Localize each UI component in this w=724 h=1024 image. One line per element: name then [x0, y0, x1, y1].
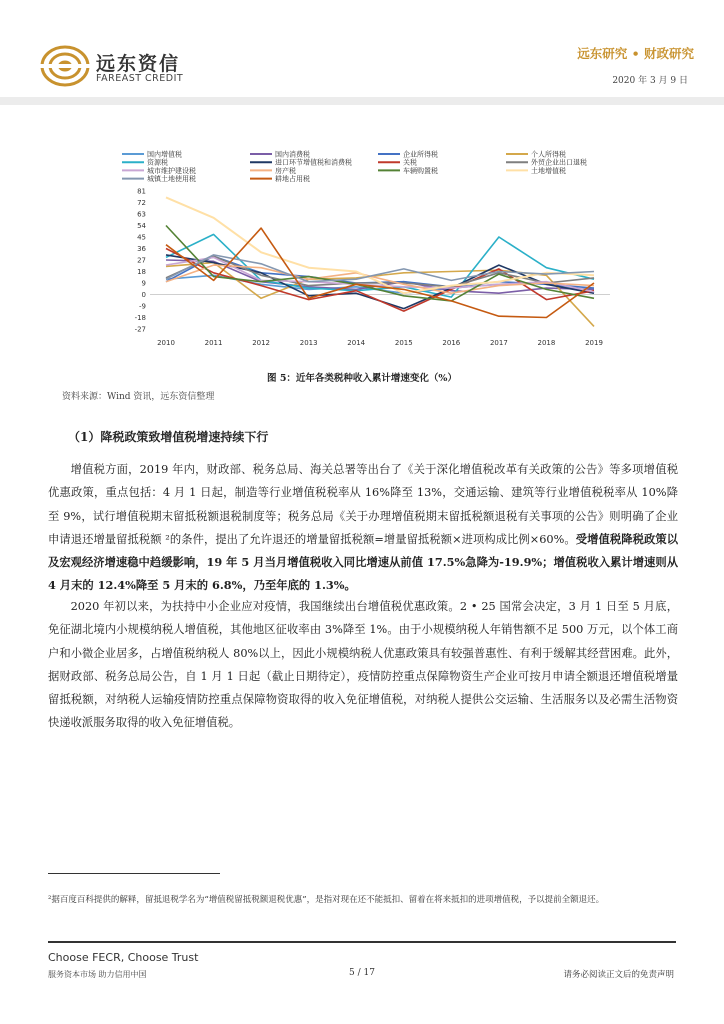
footnote-divider [48, 873, 220, 874]
x-tick-label: 2017 [489, 339, 508, 347]
report-date: 2020 年 3 月 9 日 [612, 76, 688, 86]
page-header [0, 0, 724, 106]
section-title: （1）降税政策致增值税增速持续下行 [68, 430, 269, 444]
legend-label: 资源税 [147, 158, 168, 167]
y-tick-label: 54 [137, 222, 146, 230]
legend-label: 城镇土地使用税 [147, 175, 196, 184]
footer-divider [48, 941, 676, 943]
legend-label: 国内消费税 [275, 150, 310, 159]
legend-label: 房产税 [275, 166, 296, 175]
chart-source: 资料来源：Wind 资讯，远东资信整理 [62, 392, 215, 402]
chart-svg [110, 145, 620, 355]
x-tick-label: 2019 [585, 339, 603, 347]
legend-label: 关税 [403, 158, 417, 167]
legend-label: 企业所得税 [403, 150, 438, 159]
paragraph-vat-impact-text: 受增值税降税政策以及宏观经济增速稳中趋缓影响，19 年 5 月当月增值税收入同比增速从前值 17.5%急降为-19.9%；增值税收入累计增速则从 4 月末的 12.4%降至 5 月末的 6.8%，乃至年底的 1.3%。 [48, 531, 678, 593]
legend-label: 国内增值税 [147, 150, 182, 159]
report-series: 远东研究 • 财政研究 [577, 46, 694, 61]
x-tick-label: 2014 [347, 339, 366, 347]
y-tick-label: 18 [137, 268, 146, 276]
brand-name-cn: 远东资信 [96, 53, 181, 75]
y-tick-label: 9 [141, 279, 146, 288]
y-tick-label: 27 [137, 256, 146, 265]
legend-label: 车辆购置税 [403, 166, 438, 175]
legend-label: 耕地占用税 [275, 175, 310, 184]
legend-label: 进口环节增值税和消费税 [275, 158, 352, 167]
chart-caption: 图 5：近年各类税种收入累计增速变化（%） [267, 373, 457, 384]
footer-tagline: Choose FECR, Choose Trust [48, 951, 199, 964]
y-tick-label: -18 [134, 314, 146, 322]
y-tick-label: 45 [137, 233, 146, 242]
y-tick-label: 0 [141, 291, 146, 299]
legend-label: 个人所得税 [531, 150, 566, 159]
legend-label: 土地增值税 [531, 166, 566, 175]
footer-disclaimer: 请务必阅读正文后的免责声明 [563, 970, 674, 980]
legend-label: 城市维护建设税 [147, 166, 196, 175]
y-tick-label: -27 [134, 325, 146, 334]
x-tick-label: 2012 [252, 339, 271, 347]
y-tick-label: 72 [137, 199, 146, 207]
y-tick-label: 63 [137, 210, 146, 219]
paragraph-2020-policy [48, 595, 678, 735]
x-tick-label: 2016 [442, 339, 461, 347]
x-tick-label: 2015 [394, 339, 413, 347]
footnote: ²据百度百科提供的解释，留抵退税学名为“增值税留抵税额退税优惠”，是指对现在还不能抵扣、留着在将来抵扣的进项增值税，予以提前全额退还。 [48, 895, 605, 905]
x-tick-label: 2013 [299, 339, 318, 347]
legend-label: 外贸企业出口退税 [531, 158, 587, 167]
footer-slogan: 服务资本市场 助力信用中国 [48, 970, 147, 979]
paragraph-vat-policy [48, 458, 678, 598]
x-tick-label: 2018 [537, 339, 556, 347]
page-number: 5 / 17 [349, 968, 375, 978]
tax-growth-chart [110, 145, 620, 355]
paragraph-vat-policy-text: 增值税方面，2019 年内，财政部、税务总局、海关总署等出台了《关于深化增值税改革有关政策的公告》等多项增值税优惠政策，重点包括：4 月 1 日起，制造等行业增值税税率从 16%降至 13%，交通运输、建筑等行业增值税税率从 10%降至 9%，试行增值税期末留抵税额退税制度等；税务总局《关于办理增值税期末留抵税额退税有关事项的公告》则明确了企业申请退还增量留抵税额 ²的条件，提出了允许退还的增量留抵税额=增量留抵税额×进项构成比例×60%。 [48, 463, 678, 546]
y-tick-label: 36 [137, 245, 146, 253]
header-band [0, 97, 724, 105]
x-tick-label: 2010 [157, 339, 175, 347]
fareast-logo-icon [40, 44, 90, 88]
brand-name-en: FAREAST CREDIT [96, 73, 184, 84]
y-tick-label: -9 [139, 302, 146, 311]
x-tick-label: 2011 [204, 339, 223, 347]
y-tick-label: 81 [137, 187, 146, 196]
paragraph-2020-policy-text: 2020 年初以来，为扶持中小企业应对疫情，我国继续出台增值税优惠政策。2 • 25 国常会决定，3 月 1 日至 5 月底，免征湖北境内小规模纳税人增值税，其他地区征收率由 3%降至 1%。由于小规模纳税人年销售额不足 500 万元，以个体工商户和小微企业居多，占增值税纳税人 80%以上，因此小规模纳税人优惠政策具有较强普惠性、有利于缓解其经营困难。此外，据财政部、税务总局公告，自 1 月 1 日起（截止日期待定），疫情防控重点保障物资生产企业可按月申请全额退还增值税增量留抵税额，对纳税人运输疫情防控重点保障物资取得的收入免征增值税，对纳税人提供公交运输、生活服务以及必需生活物资快递收派服务取得的收入免征增值税。 [48, 600, 678, 730]
